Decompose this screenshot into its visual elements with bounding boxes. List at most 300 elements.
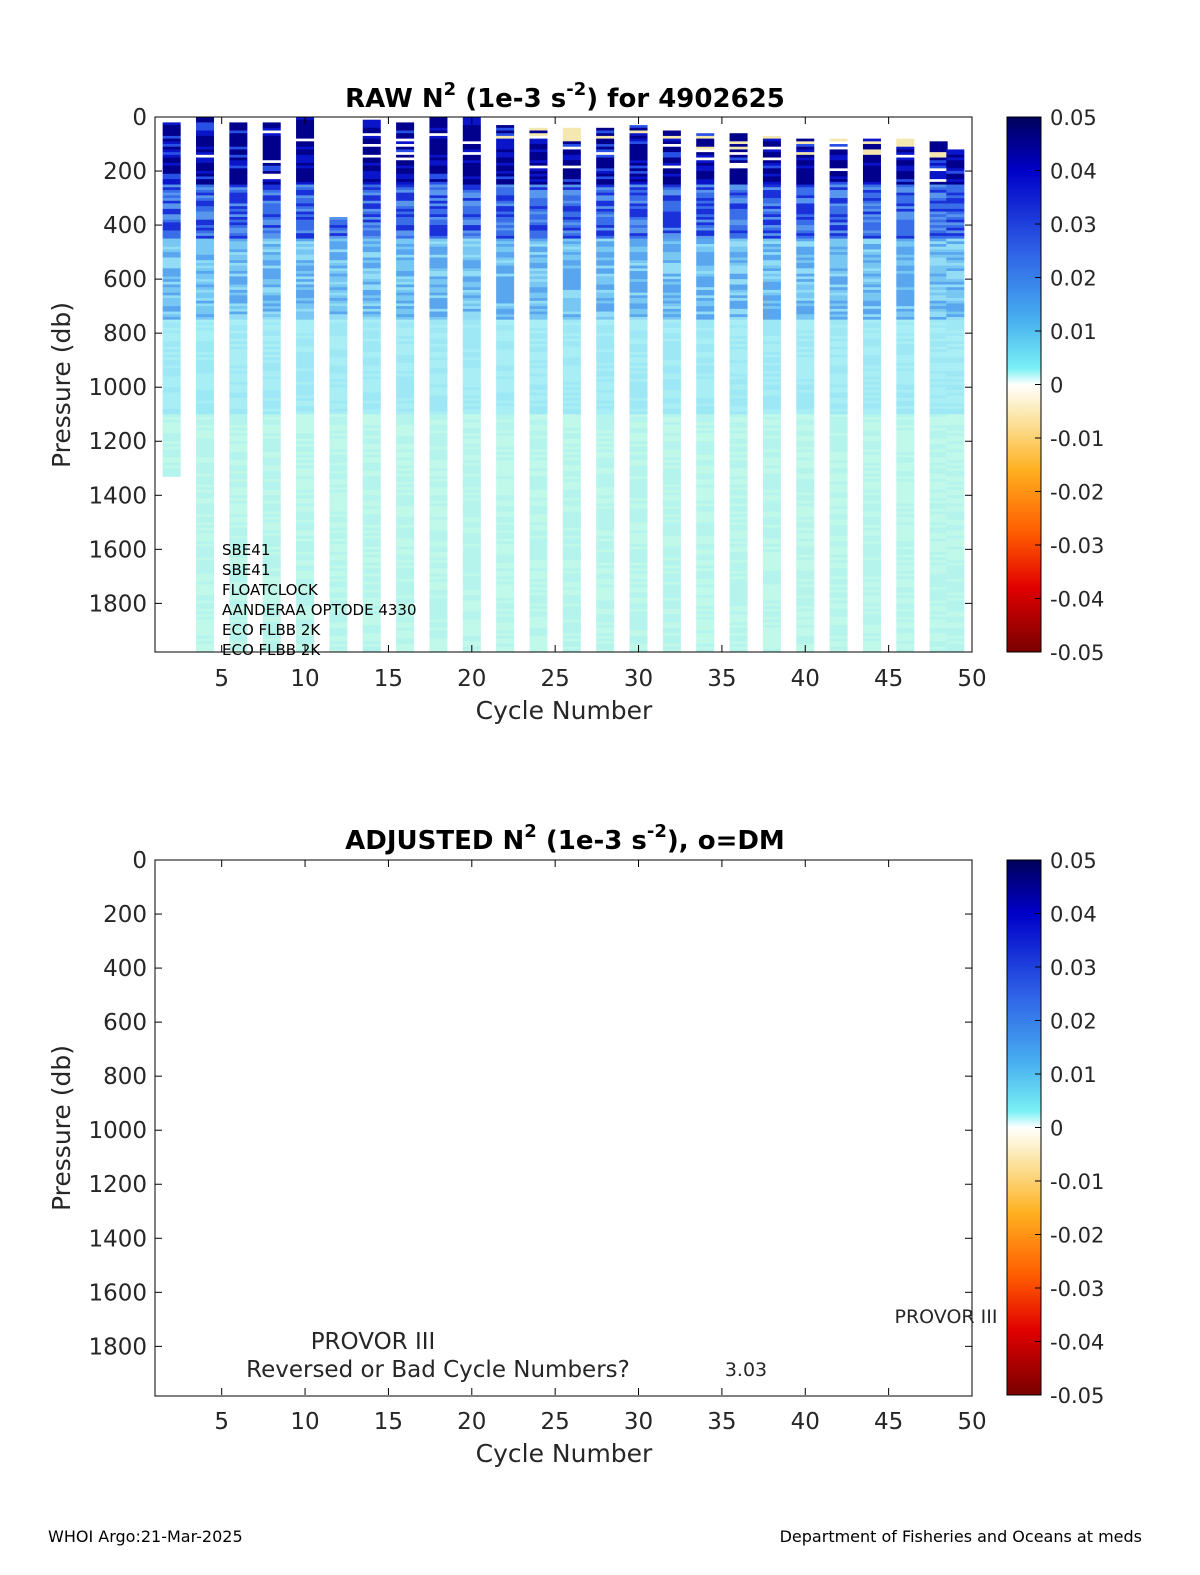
n2-cell — [363, 630, 381, 633]
n2-cell — [730, 328, 748, 331]
profile-cycle-10 — [296, 117, 314, 652]
n2-cell — [163, 228, 181, 231]
n2-cell — [596, 644, 614, 647]
n2-cell — [696, 163, 714, 166]
n2-cell — [229, 193, 247, 196]
n2-cell — [363, 641, 381, 644]
n2-cell — [163, 403, 181, 406]
n2-cell — [863, 495, 881, 498]
n2-cell — [763, 314, 781, 317]
n2-cell — [396, 482, 414, 485]
n2-cell — [896, 236, 914, 239]
n2-cell — [329, 557, 347, 560]
n2-cell — [863, 522, 881, 525]
n2-cell — [463, 398, 481, 401]
n2-cell — [730, 185, 748, 188]
n2-cell — [163, 374, 181, 377]
n2-cell — [863, 360, 881, 363]
n2-cell — [463, 555, 481, 558]
n2-cell — [463, 549, 481, 552]
n2-cell — [396, 179, 414, 182]
n2-cell — [663, 230, 681, 233]
adjusted-n2-panel — [47, 821, 1104, 1468]
n2-cell — [329, 541, 347, 544]
n2-cell — [663, 401, 681, 404]
n2-cell — [896, 452, 914, 455]
n2-cell — [696, 568, 714, 571]
n2-cell — [763, 452, 781, 455]
n2-cell — [663, 360, 681, 363]
n2-cell — [563, 312, 581, 315]
n2-cell — [730, 139, 748, 142]
n2-cell — [730, 179, 748, 182]
n2-cell — [796, 506, 814, 509]
n2-cell — [263, 174, 281, 177]
n2-cell — [763, 293, 781, 296]
n2-cell — [946, 349, 964, 352]
n2-cell — [329, 595, 347, 598]
n2-cell — [663, 412, 681, 415]
n2-cell — [863, 314, 881, 317]
n2-cell — [763, 533, 781, 536]
n2-cell — [396, 349, 414, 352]
n2-cell — [596, 595, 614, 598]
n2-cell — [496, 503, 514, 506]
n2-cell — [463, 274, 481, 277]
n2-cell — [896, 539, 914, 542]
n2-cell — [696, 598, 714, 601]
n2-cell — [363, 341, 381, 344]
n2-cell — [930, 498, 948, 501]
n2-cell — [229, 482, 247, 485]
n2-cell — [496, 322, 514, 325]
n2-cell — [529, 620, 547, 623]
n2-cell — [830, 482, 848, 485]
n2-cell — [363, 309, 381, 312]
n2-cell — [363, 414, 381, 417]
n2-cell — [429, 571, 447, 574]
n2-cell — [563, 595, 581, 598]
n2-cell — [396, 122, 414, 125]
n2-cell — [529, 422, 547, 425]
n2-cell — [730, 620, 748, 623]
n2-cell — [229, 452, 247, 455]
n2-cell — [563, 428, 581, 431]
n2-cell — [730, 258, 748, 261]
n2-cell — [630, 620, 648, 623]
n2-cell — [696, 160, 714, 163]
n2-cell — [463, 574, 481, 577]
n2-cell — [496, 228, 514, 231]
n2-cell — [796, 322, 814, 325]
n2-cell — [830, 349, 848, 352]
n2-cell — [563, 544, 581, 547]
n2-cell — [263, 371, 281, 374]
n2-cell — [496, 128, 514, 131]
n2-cell — [229, 268, 247, 271]
n2-cell — [896, 598, 914, 601]
n2-cell — [396, 301, 414, 304]
n2-cell — [596, 628, 614, 631]
n2-cell — [696, 301, 714, 304]
n2-cell — [863, 363, 881, 366]
n2-cell — [696, 244, 714, 247]
n2-cell — [296, 487, 314, 490]
n2-cell — [329, 236, 347, 239]
n2-cell — [896, 647, 914, 650]
n2-cell — [763, 603, 781, 606]
n2-cell — [696, 236, 714, 239]
n2-cell — [730, 303, 748, 306]
n2-cell — [396, 436, 414, 439]
n2-cell — [796, 447, 814, 450]
n2-cell — [429, 355, 447, 358]
n2-cell — [696, 395, 714, 398]
n2-cell — [196, 617, 214, 620]
n2-cell — [329, 298, 347, 301]
n2-cell — [896, 436, 914, 439]
n2-cell — [529, 430, 547, 433]
n2-cell — [263, 387, 281, 390]
n2-cell — [763, 182, 781, 185]
n2-cell — [596, 533, 614, 536]
n2-cell — [796, 444, 814, 447]
n2-cell — [596, 239, 614, 242]
n2-cell — [296, 344, 314, 347]
n2-cell — [663, 206, 681, 209]
n2-cell — [429, 366, 447, 369]
n2-cell — [596, 209, 614, 212]
n2-cell — [229, 368, 247, 371]
n2-cell — [263, 255, 281, 258]
n2-cell — [229, 263, 247, 266]
n2-cell — [229, 285, 247, 288]
n2-cell — [630, 185, 648, 188]
n2-cell — [796, 236, 814, 239]
n2-cell — [863, 566, 881, 569]
n2-cell — [696, 166, 714, 169]
n2-cell — [529, 412, 547, 415]
n2-cell — [529, 549, 547, 552]
n2-cell — [796, 190, 814, 193]
n2-cell — [930, 522, 948, 525]
n2-cell — [196, 147, 214, 150]
n2-cell — [830, 476, 848, 479]
n2-cell — [863, 174, 881, 177]
n2-cell — [396, 352, 414, 355]
n2-cell — [663, 295, 681, 298]
n2-cell — [863, 339, 881, 342]
n2-cell — [496, 495, 514, 498]
n2-cell — [830, 638, 848, 641]
n2-cell — [946, 255, 964, 258]
n2-cell — [796, 576, 814, 579]
n2-cell — [763, 171, 781, 174]
n2-cell — [329, 533, 347, 536]
n2-cell — [663, 144, 681, 147]
n2-cell — [696, 647, 714, 650]
sensor-label: SBE41 — [222, 541, 271, 559]
n2-cell — [946, 536, 964, 539]
n2-cell — [196, 549, 214, 552]
n2-cell — [863, 574, 881, 577]
n2-cell — [563, 452, 581, 455]
n2-cell — [496, 133, 514, 136]
n2-cell — [196, 444, 214, 447]
n2-cell — [830, 403, 848, 406]
n2-cell — [196, 352, 214, 355]
n2-cell — [329, 628, 347, 631]
n2-cell — [529, 347, 547, 350]
n2-cell — [196, 322, 214, 325]
n2-cell — [796, 328, 814, 331]
n2-cell — [946, 187, 964, 190]
n2-cell — [630, 133, 648, 136]
n2-cell — [896, 163, 914, 166]
n2-cell — [796, 233, 814, 236]
n2-cell — [196, 203, 214, 206]
n2-cell — [930, 152, 948, 155]
n2-cell — [496, 539, 514, 542]
n2-cell — [630, 501, 648, 504]
n2-cell — [830, 398, 848, 401]
n2-cell — [596, 479, 614, 482]
n2-cell — [196, 166, 214, 169]
n2-cell — [630, 293, 648, 296]
n2-cell — [763, 312, 781, 315]
n2-cell — [730, 449, 748, 452]
n2-cell — [663, 303, 681, 306]
n2-cell — [396, 239, 414, 242]
n2-cell — [863, 225, 881, 228]
n2-cell — [696, 136, 714, 139]
n2-cell — [863, 393, 881, 396]
n2-cell — [463, 271, 481, 274]
n2-cell — [263, 463, 281, 466]
n2-cell — [229, 374, 247, 377]
n2-cell — [229, 484, 247, 487]
n2-cell — [896, 425, 914, 428]
n2-cell — [630, 428, 648, 431]
n2-cell — [863, 347, 881, 350]
n2-cell — [429, 263, 447, 266]
n2-cell — [463, 628, 481, 631]
n2-cell — [596, 258, 614, 261]
colorbar-tick-label: 0.03 — [1050, 956, 1097, 980]
n2-cell — [930, 474, 948, 477]
n2-cell — [296, 322, 314, 325]
n2-cell — [563, 352, 581, 355]
n2-cell — [696, 501, 714, 504]
n2-cell — [429, 298, 447, 301]
n2-cell — [596, 490, 614, 493]
n2-cell — [529, 333, 547, 336]
n2-cell — [896, 174, 914, 177]
n2-cell — [563, 395, 581, 398]
n2-cell — [796, 333, 814, 336]
n2-cell — [830, 158, 848, 161]
n2-cell — [663, 501, 681, 504]
n2-cell — [730, 158, 748, 161]
n2-cell — [529, 298, 547, 301]
n2-cell — [563, 252, 581, 255]
n2-cell — [946, 258, 964, 261]
n2-cell — [296, 409, 314, 412]
y-tick-label: 1800 — [88, 1334, 147, 1361]
n2-cell — [930, 630, 948, 633]
n2-cell — [930, 309, 948, 312]
n2-cell — [363, 482, 381, 485]
n2-cell — [263, 325, 281, 328]
n2-cell — [630, 390, 648, 393]
n2-cell — [263, 409, 281, 412]
n2-cell — [930, 374, 948, 377]
n2-cell — [296, 298, 314, 301]
n2-cell — [363, 382, 381, 385]
n2-cell — [763, 547, 781, 550]
n2-cell — [663, 395, 681, 398]
n2-cell — [429, 141, 447, 144]
n2-cell — [630, 330, 648, 333]
n2-cell — [463, 622, 481, 625]
n2-cell — [296, 230, 314, 233]
n2-cell — [529, 128, 547, 131]
n2-cell — [896, 571, 914, 574]
n2-cell — [946, 158, 964, 161]
n2-cell — [363, 549, 381, 552]
n2-cell — [263, 141, 281, 144]
n2-cell — [863, 166, 881, 169]
n2-cell — [830, 325, 848, 328]
n2-cell — [730, 530, 748, 533]
n2-cell — [563, 420, 581, 423]
n2-cell — [563, 128, 581, 131]
n2-cell — [630, 295, 648, 298]
n2-cell — [863, 371, 881, 374]
profile-cycle-40 — [796, 139, 814, 653]
n2-cell — [363, 576, 381, 579]
n2-cell — [529, 212, 547, 215]
n2-cell — [896, 439, 914, 442]
n2-cell — [396, 274, 414, 277]
n2-cell — [630, 536, 648, 539]
n2-cell — [229, 171, 247, 174]
n2-cell — [496, 436, 514, 439]
n2-cell — [329, 320, 347, 323]
n2-cell — [429, 547, 447, 550]
n2-cell — [196, 160, 214, 163]
n2-cell — [196, 282, 214, 285]
n2-cell — [296, 528, 314, 531]
n2-cell — [596, 430, 614, 433]
n2-cell — [229, 511, 247, 514]
n2-cell — [263, 282, 281, 285]
n2-cell — [630, 336, 648, 339]
n2-cell — [763, 398, 781, 401]
n2-cell — [663, 236, 681, 239]
n2-cell — [946, 533, 964, 536]
n2-cell — [296, 339, 314, 342]
n2-cell — [930, 611, 948, 614]
n2-cell — [496, 168, 514, 171]
n2-cell — [863, 647, 881, 650]
n2-cell — [496, 471, 514, 474]
n2-cell — [163, 139, 181, 142]
n2-cell — [396, 539, 414, 542]
adjusted-chart-title: ADJUSTED $N^2$ (1e-3 $s^{-2}$), o=DM — [345, 821, 785, 856]
n2-cell — [529, 185, 547, 188]
n2-cell — [263, 244, 281, 247]
n2-cell — [196, 428, 214, 431]
n2-cell — [163, 393, 181, 396]
n2-cell — [529, 247, 547, 250]
n2-cell — [696, 266, 714, 269]
n2-cell — [946, 576, 964, 579]
n2-cell — [196, 601, 214, 604]
n2-cell — [163, 301, 181, 304]
n2-cell — [946, 212, 964, 215]
n2-cell — [946, 182, 964, 185]
n2-cell — [696, 425, 714, 428]
n2-cell — [296, 287, 314, 290]
n2-cell — [529, 525, 547, 528]
n2-cell — [896, 609, 914, 612]
n2-cell — [429, 276, 447, 279]
n2-cell — [263, 176, 281, 179]
n2-cell — [429, 482, 447, 485]
n2-cell — [930, 563, 948, 566]
n2-cell — [229, 425, 247, 428]
n2-cell — [596, 614, 614, 617]
n2-cell — [796, 555, 814, 558]
n2-cell — [946, 579, 964, 582]
n2-cell — [930, 539, 948, 542]
n2-cell — [163, 349, 181, 352]
n2-cell — [296, 179, 314, 182]
n2-cell — [596, 182, 614, 185]
n2-cell — [663, 471, 681, 474]
n2-cell — [630, 417, 648, 420]
n2-cell — [596, 598, 614, 601]
n2-cell — [196, 530, 214, 533]
n2-cell — [196, 633, 214, 636]
n2-cell — [863, 614, 881, 617]
n2-cell — [563, 576, 581, 579]
n2-cell — [396, 195, 414, 198]
n2-cell — [863, 385, 881, 388]
n2-cell — [946, 498, 964, 501]
n2-cell — [329, 466, 347, 469]
n2-cell — [830, 422, 848, 425]
n2-cell — [429, 579, 447, 582]
n2-cell — [463, 125, 481, 128]
n2-cell — [563, 555, 581, 558]
n2-cell — [896, 141, 914, 144]
n2-cell — [429, 330, 447, 333]
n2-cell — [529, 268, 547, 271]
n2-cell — [163, 395, 181, 398]
n2-cell — [763, 544, 781, 547]
profile-cycle-44 — [863, 139, 881, 653]
n2-cell — [946, 528, 964, 531]
n2-cell — [363, 528, 381, 531]
n2-cell — [763, 636, 781, 639]
n2-cell — [563, 574, 581, 577]
profile-cycle-12 — [329, 217, 347, 652]
n2-cell — [896, 225, 914, 228]
n2-cell — [329, 625, 347, 628]
n2-cell — [896, 503, 914, 506]
